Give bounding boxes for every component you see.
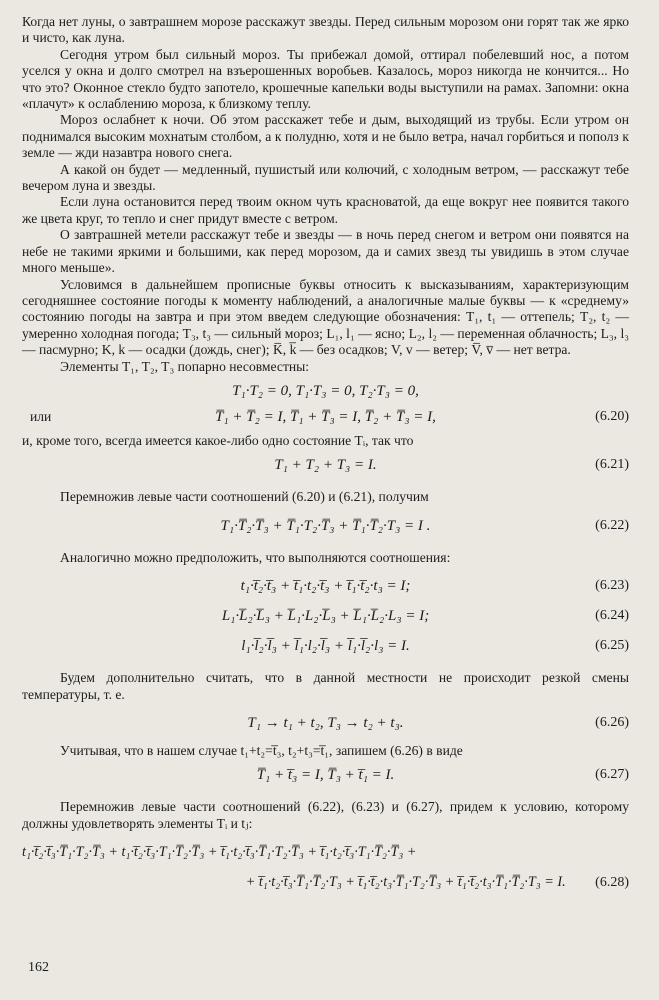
equation-text: t₁·t̅₂·t̅₃·T̅₁·T₂·T̅₃ + t₁·t̅₂·t̅₃·T₁·T̅₂·T̅₃ + t̅₁·t₂·t̅₃·T̅₁·T₂·T̅₃ + t̅₁·t₂·t̅₃·T₁·T̅₂·T̅₃ + (22, 844, 417, 861)
paragraph-analogous: Аналогично можно предположить, что выполняются соотношения: (60, 549, 451, 565)
equation-number: (6.28) (595, 875, 629, 891)
equation-number: (6.26) (595, 714, 629, 730)
equation-text: T₁·T̅₂·T̅₃ + T̅₁·T₂·T̅₃ + T̅₁·T̅₂·T₃ = I . (220, 517, 431, 534)
page-number: 162 (28, 960, 49, 975)
equation-6-24 (22, 606, 629, 626)
equation-text: + t̅₁·t₂·t̅₃·T̅₁·T̅₂·T₃ + t̅₁·t̅₂·t₃·T̅₁·T₂·T̅₃ + t̅₁·t̅₂·t₃·T̅₁·T̅₂·T₃ = I. (245, 874, 566, 891)
equation-text: T̅₁ + T̅₂ = I, T̅₁ + T̅₃ = I, T̅₂ + T̅₃ = I, (215, 408, 436, 425)
equation-6-25 (22, 636, 629, 656)
equation-number: (6.22) (595, 517, 629, 533)
paragraph-condition: Перемножив левые части соотношений (6.22), (6.23) и (6.27), придем к условию, которому должны удовлетворять элементы Tᵢ и tⱼ: (22, 799, 629, 831)
equation-text: T₁ → t₁ + t₂, T₃ → t₂ + t₃. (247, 714, 404, 731)
equation-number: (6.21) (595, 457, 629, 473)
paragraph-frost-morning: Сегодня утром был сильный мороз. Ты прибежал домой, оттирал побелевший нос, а потом уселся у окна и долго смотрел на взъерошенных воробьев. Казалось, мороз никогда не кончится... Но что это? Оконное стекло будто запотело, крошечные капельки воды выступили на рамах. Запомни: окна «плачут» к ослаблению мороза, к близкому теплу. (22, 46, 629, 112)
equation-6-21 (22, 455, 629, 475)
paragraph-snow-kind: А какой он будет — медленный, пушистый или колючий, с холодным ветром, — расскажут тебе вечером луна и звезды. (22, 161, 629, 194)
equation-number: (6.27) (595, 767, 629, 783)
paragraph-moon-stars: Когда нет луны, о завтрашнем морозе расскажут звезды. Перед сильным морозом они горят так же ярко и чисто, как луна. (22, 14, 629, 46)
paragraph-red-moon: Если луна остановится перед твоим окном чуть красноватой, да еще вокруг нее появится такого же цвета круг, то тепло и снег придут вместе с ветром. (22, 194, 629, 226)
paragraph-one-state: и, кроме того, всегда имеется какое-либо одно состояние Tᵢ, так что (22, 432, 414, 448)
paragraph-smoke: Мороз ослабнет к ночи. Об этом расскажет тебе и дым, выходящий из трубы. Если утром он поднимался высоким мохнатым столбом, а к полудню, хотя и не было ветра, начал горбиться и пополз к земле — жди назавтра нового снега. (22, 112, 629, 161)
paragraph-considering: Учитывая, что в нашем случае t₁+t₂=t̅₃, t₂+t₃=t̅₁, запишем (6.26) в виде (60, 742, 463, 758)
equation-6-27 (22, 765, 629, 785)
equation-6-22 (22, 516, 629, 536)
equation-6-26 (22, 713, 629, 733)
equation-text: T₁ + T₂ + T₃ = I. (274, 457, 377, 474)
equation-text: l₁·l̅₂·l̅₃ + l̅₁·l₂·l̅₃ + l̅₁·l̅₂·l₃ = I. (241, 638, 410, 655)
equation-6-28-line2 (22, 872, 629, 893)
paragraph-elements-incompatible: Элементы T₁, T₂, T₃ попарно несовместны: (60, 358, 310, 374)
paragraph-no-sharp-change: Будем дополнительно считать, что в данной местности не происходит резкой смены температуры, т. е. (22, 670, 629, 702)
equation-6-20 (22, 407, 629, 427)
paragraph-blizzard-stars: О завтрашней метели расскажут тебе и звезды — в ночь перед снегом и ветром они появятся на небе не такими яркими и большими, как перед морозом, да и самих звезд ты увидишь в этом случае много меньше». (22, 227, 629, 276)
equation-pairwise (22, 381, 629, 401)
paragraph-notation: Условимся в дальнейшем прописные буквы относить к высказываниям, характеризующим сегодняшнее состояние погоды к моменту наблюдений, а аналогичные малые буквы — к «среднему» состоянию погоды на завтра и при этом введем следующие обозначения: T₁, t₁ — оттепель; T₂, t₂ — умеренно холодная погода; T₃, t₃ — сильный мороз; L₁, l₁ — ясно; L₂, l₂ — переменная облачность; L₃, l₃ — пасмурно; K, k — осадки (дождь, снег); K̅, k̅ — без осадков; V, v — ветер; V̅, v̅ — нет ветра. (22, 276, 629, 358)
equation-6-23 (22, 576, 629, 596)
equation-text: T̅₁ + t̅₃ = I, T̅₃ + t̅₁ = I. (256, 767, 395, 784)
equation-number: (6.24) (595, 608, 629, 624)
word-or: или (30, 408, 52, 424)
equation-text: t₁·t̅₂·t̅₃ + t̅₁·t₂·t̅₃ + t̅₁·t̅₂·t₃ = I; (240, 578, 411, 595)
equation-6-28-line1 (22, 842, 629, 862)
equation-number: (6.23) (595, 578, 629, 594)
equation-text: T₁·T₂ = 0, T₁·T₃ = 0, T₂·T₃ = 0, (232, 382, 419, 399)
paragraph-multiply-left: Перемножив левые части соотношений (6.20) и (6.21), получим (60, 489, 429, 505)
equation-number: (6.25) (595, 638, 629, 654)
equation-text: L₁·L̅₂·L̅₃ + L̅₁·L₂·L̅₃ + L̅₁·L̅₂·L₃ = I; (221, 608, 430, 625)
equation-number: (6.20) (595, 408, 629, 424)
